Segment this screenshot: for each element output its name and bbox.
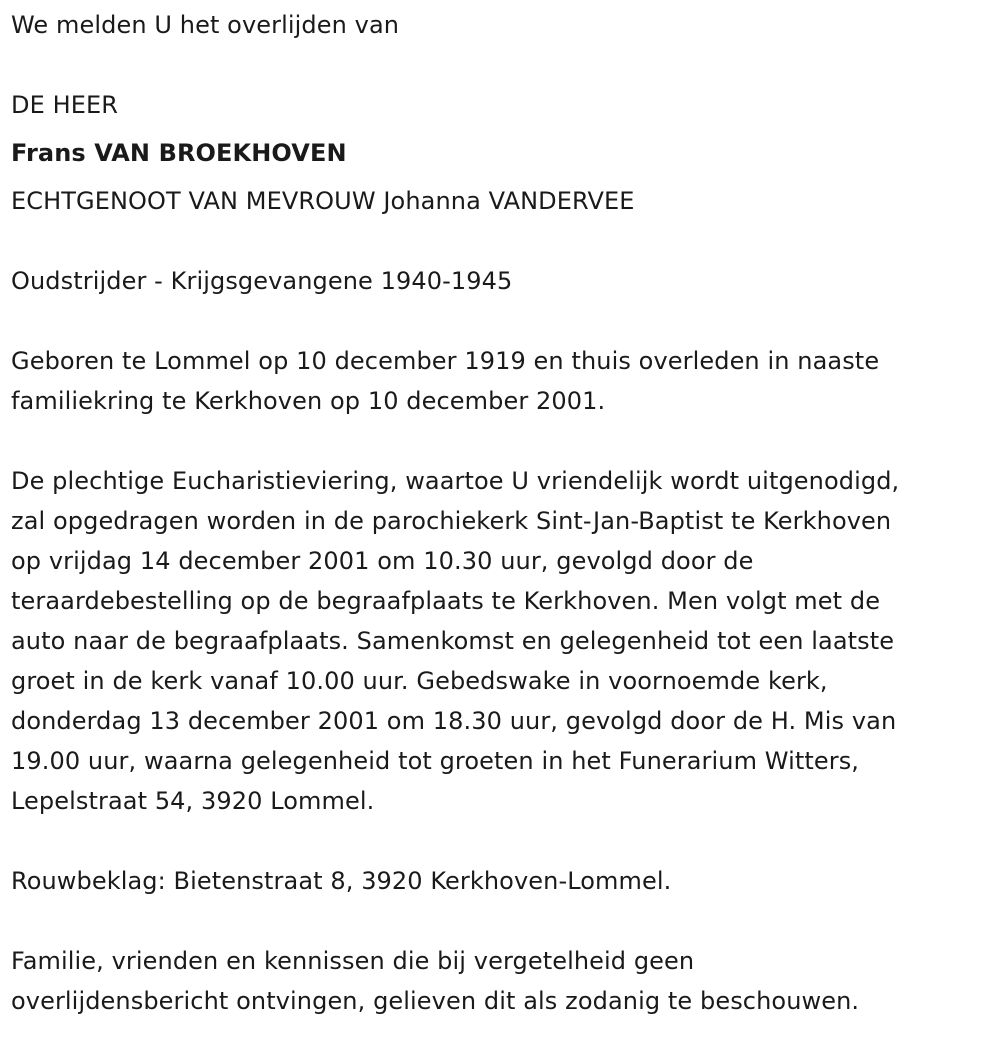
ceremony-line-4: teraardebestelling op de begraafplaats te Kerkhoven. Men volgt met de xyxy=(11,587,881,615)
ceremony-line-8: 19.00 uur, waarna gelegenheid tot groeten in het Funerarium Witters, xyxy=(11,747,860,775)
intro-text: We melden U het overlijden van xyxy=(11,11,400,39)
birth-death-line-2: familiekring te Kerkhoven op 10 december 2001. xyxy=(11,387,606,415)
ceremony-line-7: donderdag 13 december 2001 om 18.30 uur, gevolgd door de H. Mis van xyxy=(11,707,897,735)
ceremony-line-9: Lepelstraat 54, 3920 Lommel. xyxy=(11,787,375,815)
ceremony-line-2: zal opgedragen worden in de parochiekerk Sint-Jan-Baptist te Kerkhoven xyxy=(11,507,892,535)
service-line: Oudstrijder - Krijgsgevangene 1940-1945 xyxy=(11,267,513,295)
spouse-line: ECHTGENOOT VAN MEVROUW Johanna VANDERVEE xyxy=(11,187,635,215)
ceremony-line-3: op vrijdag 14 december 2001 om 10.30 uur, gevolgd door de xyxy=(11,547,754,575)
ceremony-line-5: auto naar de begraafplaats. Samenkomst en gelegenheid tot een laatste xyxy=(11,627,895,655)
condolence-address: Rouwbeklag: Bietenstraat 8, 3920 Kerkhoven-Lommel. xyxy=(11,867,672,895)
ceremony-line-6: groet in de kerk vanaf 10.00 uur. Gebedswake in voornoemde kerk, xyxy=(11,667,828,695)
closing-line-2: overlijdensbericht ontvingen, gelieven dit als zodanig te beschouwen. xyxy=(11,987,860,1015)
closing-line-1: Familie, vrienden en kennissen die bij vergetelheid geen xyxy=(11,947,695,975)
deceased-name: Frans VAN BROEKHOVEN xyxy=(11,139,347,167)
honorific: DE HEER xyxy=(11,91,119,119)
ceremony-line-1: De plechtige Eucharistieviering, waartoe U vriendelijk wordt uitgenodigd, xyxy=(11,467,900,495)
birth-death-line-1: Geboren te Lommel op 10 december 1919 en thuis overleden in naaste xyxy=(11,347,880,375)
